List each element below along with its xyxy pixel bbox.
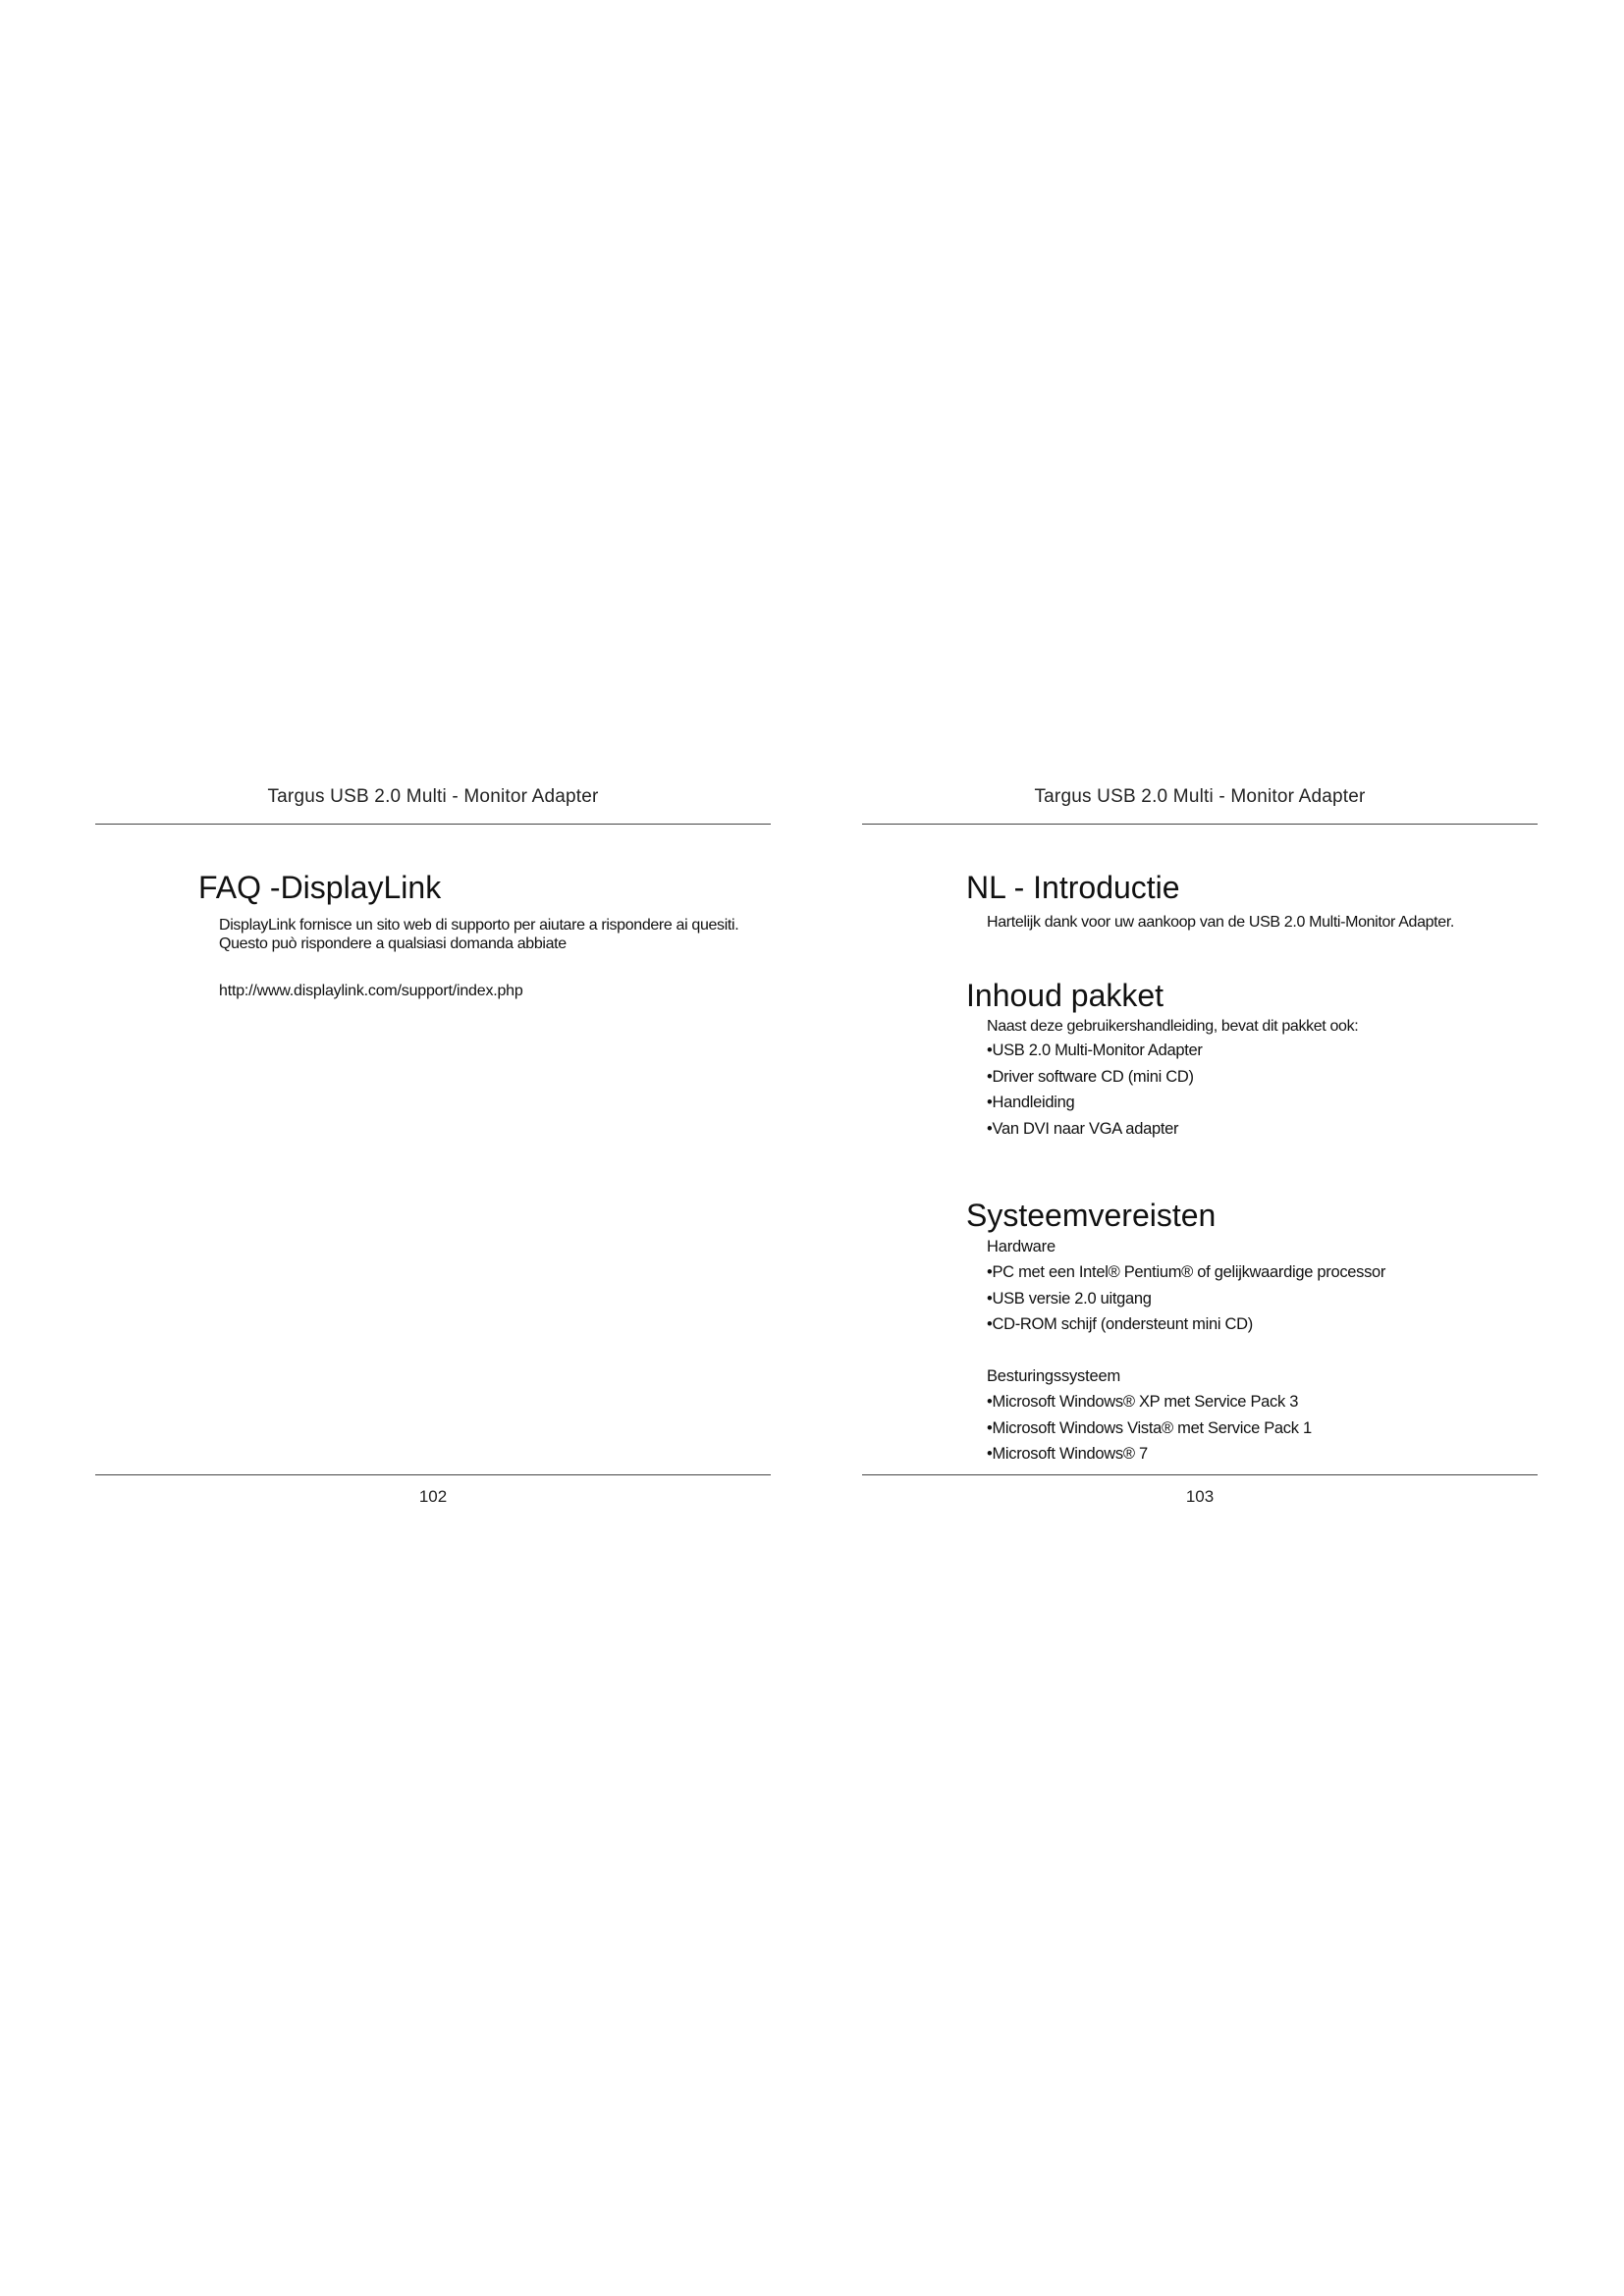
page-number: 102 <box>418 1487 448 1506</box>
page-number: 103 <box>1185 1487 1215 1506</box>
page-header: Targus USB 2.0 Multi - Monitor Adapter <box>1034 786 1366 807</box>
faq-paragraph-line-2: Questo può rispondere a qualsiasi domanda abbiate <box>219 935 567 952</box>
os-label: Besturingssysteem <box>987 1367 1120 1385</box>
requirements-title: Systeemvereisten <box>966 1198 1217 1233</box>
faq-paragraph-line-1: DisplayLink fornisce un sito web di supporto per aiutare a rispondere ai quesiti. <box>219 917 739 934</box>
list-item: •Van DVI naar VGA adapter <box>987 1119 1179 1138</box>
footer-rule <box>95 1474 771 1475</box>
right-page <box>812 0 1624 2296</box>
package-list <box>987 1038 1203 1142</box>
list-item: •Microsoft Windows® XP met Service Pack 3 <box>987 1393 1299 1411</box>
list-item: •Handleiding <box>987 1094 1075 1111</box>
page-header: Targus USB 2.0 Multi - Monitor Adapter <box>267 786 599 807</box>
intro-text: Hartelijk dank voor uw aankoop van de USB 2.0 Multi-Monitor Adapter. <box>987 914 1455 931</box>
faq-title: FAQ -DisplayLink <box>198 870 442 905</box>
hardware-list <box>987 1259 1385 1338</box>
footer-rule <box>862 1474 1538 1475</box>
list-item: •PC met een Intel® Pentium® of gelijkwaardige processor <box>987 1263 1386 1281</box>
header-rule <box>862 824 1538 825</box>
list-item: •Microsoft Windows Vista® met Service Pack 1 <box>987 1418 1312 1437</box>
list-item: •USB versie 2.0 uitgang <box>987 1289 1152 1308</box>
package-title: Inhoud pakket <box>966 978 1164 1013</box>
header-rule <box>95 824 771 825</box>
package-lead: Naast deze gebruikershandleiding, bevat dit pakket ook: <box>987 1018 1359 1035</box>
support-link[interactable]: http://www.displaylink.com/support/index.php <box>219 983 523 999</box>
os-list <box>987 1389 1312 1468</box>
list-item: •Microsoft Windows® 7 <box>987 1445 1148 1463</box>
list-item: •Driver software CD (mini CD) <box>987 1067 1194 1086</box>
hardware-label: Hardware <box>987 1238 1056 1255</box>
list-item: •USB 2.0 Multi-Monitor Adapter <box>987 1041 1203 1059</box>
list-item: •CD-ROM schijf (ondersteunt mini CD) <box>987 1315 1253 1333</box>
intro-title: NL - Introductie <box>966 870 1180 905</box>
